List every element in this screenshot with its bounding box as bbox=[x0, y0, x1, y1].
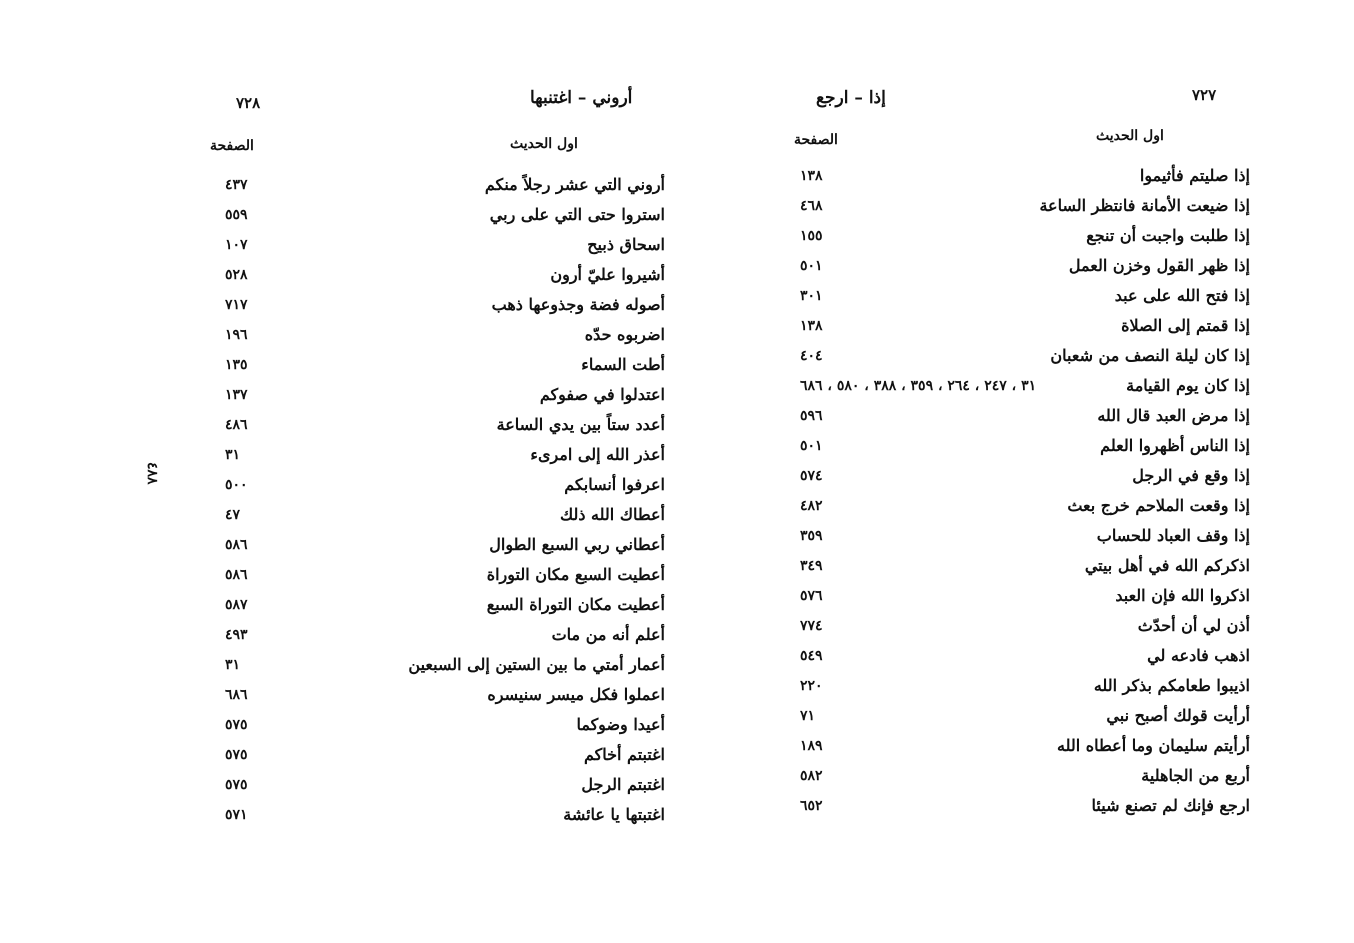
entry-hadith-text: اغتبتم أخاكم bbox=[584, 745, 665, 764]
entry-page-number: ٥٧٤ bbox=[800, 468, 823, 484]
entry-page-number: ١٨٩ bbox=[800, 738, 823, 754]
index-entry bbox=[800, 346, 1250, 376]
index-entry bbox=[225, 535, 665, 565]
entry-hadith-text: اضربوه حدّه bbox=[584, 325, 665, 344]
entry-hadith-text: اذكروا الله فإن العبد bbox=[1115, 586, 1250, 605]
entry-page-number: ٣٠١ bbox=[800, 288, 823, 304]
entry-hadith-text: اعتدلوا في صفوكم bbox=[539, 385, 665, 404]
entry-hadith-text: إذا وقعت الملاحم خرج بعث bbox=[1067, 496, 1250, 515]
entry-page-number: ٥٤٩ bbox=[800, 648, 823, 664]
entry-hadith-text: اغتبتها يا عائشة bbox=[563, 805, 665, 824]
index-entry bbox=[800, 646, 1250, 676]
index-entry bbox=[800, 496, 1250, 526]
entry-hadith-text: اغتبتم الرجل bbox=[581, 775, 665, 794]
entry-page-number: ٥٨٢ bbox=[800, 768, 823, 784]
entry-page-number: ٦٥٢ bbox=[800, 798, 823, 814]
left-page-column-header: الصفحة bbox=[210, 138, 254, 154]
entry-hadith-text: أعطيت مكان التوراة السبع bbox=[486, 595, 665, 614]
index-entry bbox=[225, 565, 665, 595]
entry-page-number: ٥٢٨ bbox=[225, 267, 248, 283]
entry-page-number: ٧١ bbox=[800, 708, 816, 724]
entry-hadith-text: أعطاني ربي السبع الطوال bbox=[489, 535, 665, 554]
entry-hadith-text: إذا طلبت واجبت أن تنجع bbox=[1086, 226, 1250, 245]
entry-page-number: ٤٨٢ bbox=[800, 498, 823, 514]
entry-page-number: ٥٠٠ bbox=[225, 477, 248, 493]
index-entry bbox=[800, 526, 1250, 556]
index-entry bbox=[800, 196, 1250, 226]
entry-page-number: ٥٧٥ bbox=[225, 777, 248, 793]
entry-page-number: ٣٤٩ bbox=[800, 558, 823, 574]
index-entry bbox=[225, 655, 665, 685]
entry-hadith-text: إذا صليتم فأثيموا bbox=[1139, 166, 1250, 185]
index-entry bbox=[800, 166, 1250, 196]
entry-hadith-text: اعملوا فكل ميسر سنيسره bbox=[487, 685, 665, 704]
entry-page-number: ٤٩٣ bbox=[225, 627, 248, 643]
index-entry bbox=[225, 355, 665, 385]
entry-hadith-text: أعمار أمتي ما بين الستين إلى السبعين bbox=[408, 655, 665, 674]
entry-page-number: ٥٧٥ bbox=[225, 717, 248, 733]
entry-page-number: ١٩٦ bbox=[225, 327, 248, 343]
right-entry-list bbox=[800, 166, 1250, 826]
entry-page-number: ١٣٨ bbox=[800, 168, 823, 184]
entry-page-number: ٥٨٦ bbox=[225, 537, 248, 553]
entry-page-number: ٤٧ bbox=[225, 507, 241, 523]
entry-page-number: ١٠٧ bbox=[225, 237, 248, 253]
right-page-number: ٧٢٧ bbox=[1192, 86, 1217, 104]
side-page-mark: ٤٨٨ bbox=[144, 462, 160, 485]
index-entry bbox=[225, 475, 665, 505]
index-entry bbox=[225, 325, 665, 355]
entry-page-number: ٤٣٧ bbox=[225, 177, 248, 193]
entry-page-number: ٥٧٥ bbox=[225, 747, 248, 763]
entry-hadith-text: إذا وقع في الرجل bbox=[1132, 466, 1250, 485]
right-running-title: إذا – ارجع bbox=[816, 88, 886, 108]
entry-page-number: ٤٦٨ bbox=[800, 198, 823, 214]
entry-hadith-text: إذا كان ليلة النصف من شعبان bbox=[1050, 346, 1250, 365]
entry-page-number: ٣١ bbox=[225, 447, 241, 463]
index-entry bbox=[225, 505, 665, 535]
entry-hadith-text: اذكركم الله في أهل بيتي bbox=[1084, 556, 1250, 575]
entry-page-number: ٥٧٦ bbox=[800, 588, 823, 604]
index-entry bbox=[800, 286, 1250, 316]
index-entry bbox=[800, 736, 1250, 766]
index-entry bbox=[800, 556, 1250, 586]
entry-page-number: ٣١ ، ٢٤٧ ، ٢٦٤ ، ٣٥٩ ، ٣٨٨ ، ٥٨٠ ، ٦٨٦ bbox=[800, 378, 1037, 394]
entry-hadith-text: أروني التي عشر رجلاً منكم bbox=[484, 175, 665, 194]
index-entry bbox=[225, 745, 665, 775]
right-page-column-header: الصفحة bbox=[794, 132, 838, 148]
entry-page-number: ٥٠١ bbox=[800, 438, 823, 454]
index-entry bbox=[800, 616, 1250, 646]
index-entry bbox=[800, 766, 1250, 796]
index-entry bbox=[800, 676, 1250, 706]
index-entry bbox=[225, 805, 665, 835]
entry-hadith-text: أطت السماء bbox=[581, 355, 665, 374]
index-entry bbox=[800, 316, 1250, 346]
entry-hadith-text: إذا ضيعت الأمانة فانتظر الساعة bbox=[1039, 196, 1250, 215]
entry-hadith-text: إذا فتح الله على عبد bbox=[1114, 286, 1250, 305]
entry-hadith-text: اذهب فادعه لي bbox=[1147, 646, 1250, 665]
left-hadith-column-header: اول الحديث bbox=[510, 136, 578, 152]
entry-hadith-text: إذا قمتم إلى الصلاة bbox=[1121, 316, 1250, 335]
entry-page-number: ١٥٥ bbox=[800, 228, 823, 244]
index-entry bbox=[225, 205, 665, 235]
index-entry bbox=[800, 466, 1250, 496]
index-entry bbox=[225, 775, 665, 805]
entry-page-number: ١٣٥ bbox=[225, 357, 248, 373]
entry-page-number: ٢٢٠ bbox=[800, 678, 823, 694]
entry-hadith-text: أعطيت السبع مكان التوراة bbox=[486, 565, 665, 584]
entry-page-number: ٥٧١ bbox=[225, 807, 248, 823]
entry-hadith-text: أذن لي أن أحدّث bbox=[1137, 616, 1250, 635]
index-entry bbox=[225, 295, 665, 325]
entry-hadith-text: أشيروا عليّ أرون bbox=[550, 265, 665, 284]
entry-hadith-text: أصوله فضة وجذوعها ذهب bbox=[491, 295, 665, 314]
entry-hadith-text: أعلم أنه من مات bbox=[551, 625, 665, 644]
left-running-title: أروني – اغتنبها bbox=[530, 88, 633, 108]
entry-hadith-text: أربع من الجاهلية bbox=[1141, 766, 1250, 785]
entry-page-number: ٥٩٦ bbox=[800, 408, 823, 424]
entry-page-number: ٥٨٦ bbox=[225, 567, 248, 583]
right-hadith-column-header: اول الحديث bbox=[1096, 128, 1164, 144]
left-page-number: ٧٢٨ bbox=[236, 94, 261, 112]
entry-hadith-text: استروا حتى التي على ربي bbox=[489, 205, 665, 224]
index-entry bbox=[225, 715, 665, 745]
index-entry bbox=[225, 625, 665, 655]
entry-page-number: ١٣٨ bbox=[800, 318, 823, 334]
left-entry-list bbox=[225, 175, 665, 835]
entry-hadith-text: أعدد ستاً بين يدي الساعة bbox=[496, 415, 665, 434]
entry-page-number: ٥٠١ bbox=[800, 258, 823, 274]
index-entry bbox=[225, 415, 665, 445]
right-page bbox=[740, 0, 1354, 943]
entry-page-number: ٣٥٩ bbox=[800, 528, 823, 544]
index-entry bbox=[800, 706, 1250, 736]
index-entry bbox=[800, 376, 1250, 406]
entry-page-number: ٤٨٦ bbox=[225, 417, 248, 433]
index-entry bbox=[225, 385, 665, 415]
entry-hadith-text: أعطاك الله ذلك bbox=[560, 505, 665, 524]
entry-page-number: ٦٨٦ bbox=[225, 687, 248, 703]
index-entry bbox=[800, 406, 1250, 436]
entry-hadith-text: ارجع فإنك لم تصنع شيئا bbox=[1091, 796, 1250, 815]
index-entry bbox=[225, 175, 665, 205]
entry-hadith-text: إذا كان يوم القيامة bbox=[1126, 376, 1250, 395]
entry-hadith-text: أعيدا وضوكما bbox=[576, 715, 665, 734]
entry-hadith-text: إذا مرض العبد قال الله bbox=[1097, 406, 1250, 425]
entry-hadith-text: أرأيت قولك أصبح نبي bbox=[1106, 706, 1250, 725]
entry-page-number: ٧٧٤ bbox=[800, 618, 823, 634]
entry-hadith-text: اسحاق ذبيح bbox=[587, 235, 665, 254]
index-entry bbox=[800, 436, 1250, 466]
entry-page-number: ٧١٧ bbox=[225, 297, 248, 313]
entry-hadith-text: إذا ظهر القول وخزن العمل bbox=[1068, 256, 1250, 275]
index-entry bbox=[225, 235, 665, 265]
index-entry bbox=[800, 256, 1250, 286]
entry-hadith-text: اعرفوا أنسابكم bbox=[564, 475, 665, 494]
index-entry bbox=[800, 586, 1250, 616]
index-entry bbox=[225, 265, 665, 295]
entry-hadith-text: أعذر الله إلى امرىء bbox=[530, 445, 665, 464]
index-entry bbox=[225, 445, 665, 475]
entry-page-number: ٤٠٤ bbox=[800, 348, 823, 364]
index-entry bbox=[800, 226, 1250, 256]
entry-page-number: ٣١ bbox=[225, 657, 241, 673]
index-entry bbox=[800, 796, 1250, 826]
entry-hadith-text: إذا الناس أظهروا العلم bbox=[1100, 436, 1250, 455]
index-entry bbox=[225, 685, 665, 715]
entry-hadith-text: إذا وقف العباد للحساب bbox=[1096, 526, 1250, 545]
entry-page-number: ٥٨٧ bbox=[225, 597, 248, 613]
entry-hadith-text: أرأيتم سليمان وما أعطاه الله bbox=[1057, 736, 1250, 755]
entry-hadith-text: اذيبوا طعامكم بذكر الله bbox=[1093, 676, 1250, 695]
index-entry bbox=[225, 595, 665, 625]
entry-page-number: ١٣٧ bbox=[225, 387, 248, 403]
entry-page-number: ٥٥٩ bbox=[225, 207, 248, 223]
